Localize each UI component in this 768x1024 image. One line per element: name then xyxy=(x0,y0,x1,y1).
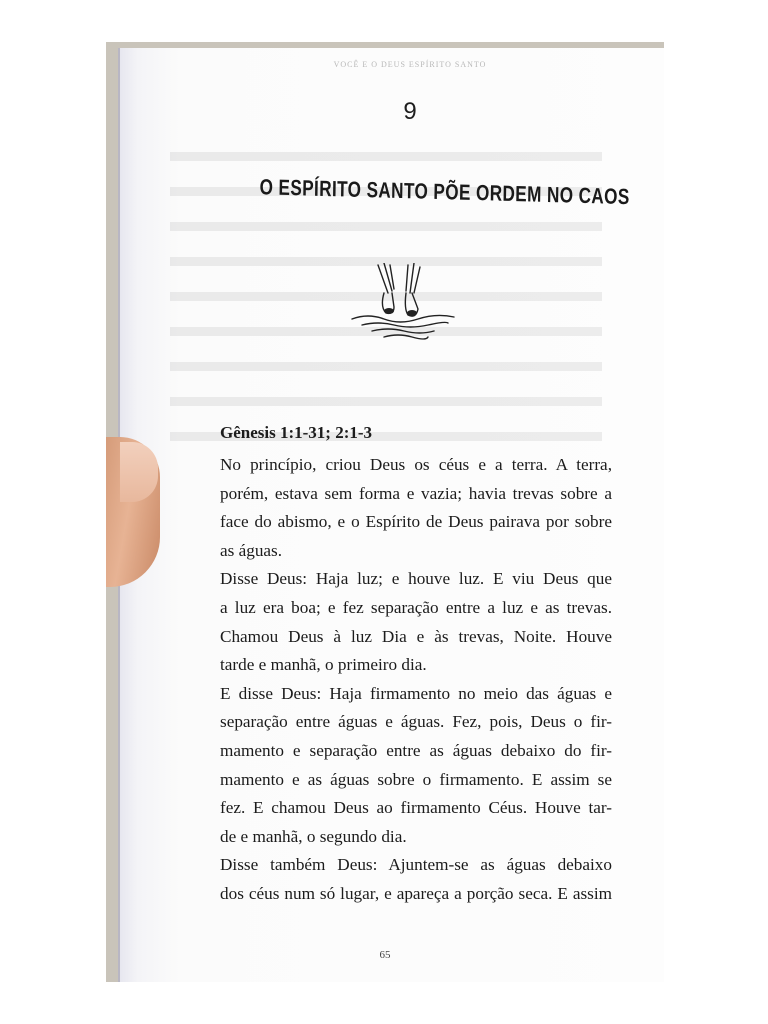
text-line: tarde e manhã, o primeiro dia. xyxy=(220,655,427,675)
text-line: Chamou Deus à luz Dia e às trevas, Noite. Houve xyxy=(220,626,612,646)
book-photo xyxy=(106,42,664,982)
text-line: Disse Deus: Haja luz; e houve luz. E viu Deus que xyxy=(220,569,612,589)
text-line: E disse Deus: Haja firmamento no meio das águas e xyxy=(220,683,612,703)
running-header: VOCÊ E O DEUS ESPÍRITO SANTO xyxy=(333,60,487,69)
feet-in-water-icon xyxy=(348,263,458,343)
chapter-title: O ESPÍRITO SANTO PÕE ORDEM NO CAOS xyxy=(259,174,630,210)
chapter-number: 9 xyxy=(403,98,417,125)
scripture-text xyxy=(220,451,612,909)
text-line: a luz era boa; e fez separação entre a luz e as trevas. xyxy=(220,597,612,617)
text-line: mamento e separação entre as águas debaixo do fir- xyxy=(220,740,612,760)
text-line: Disse também Deus: Ajuntem-se as águas debaixo xyxy=(220,855,612,875)
text-line: de e manhã, o segundo dia. xyxy=(220,826,407,846)
text-line: dos céus num só lugar, e apareça a porção seca. E assim xyxy=(220,883,612,903)
text-line: fez. E chamou Deus ao firmamento Céus. Houve tar- xyxy=(220,798,612,818)
book-page xyxy=(118,48,664,982)
text-line: mamento e as águas sobre o firmamento. E assim se xyxy=(220,769,612,789)
scripture-reference: Gênesis 1:1-31; 2:1-3 xyxy=(220,423,373,442)
text-line: as águas. xyxy=(220,540,283,560)
page-number: 65 xyxy=(379,949,391,961)
text-line: face do abismo, e o Espírito de Deus pairava por sobre xyxy=(220,512,612,532)
text-line: porém, estava sem forma e vazia; havia trevas sobre a xyxy=(220,483,612,503)
text-line: separação entre águas e águas. Fez, pois, Deus o fir- xyxy=(220,712,612,732)
text-line: No princípio, criou Deus os céus e a terra. A terra, xyxy=(220,455,612,474)
